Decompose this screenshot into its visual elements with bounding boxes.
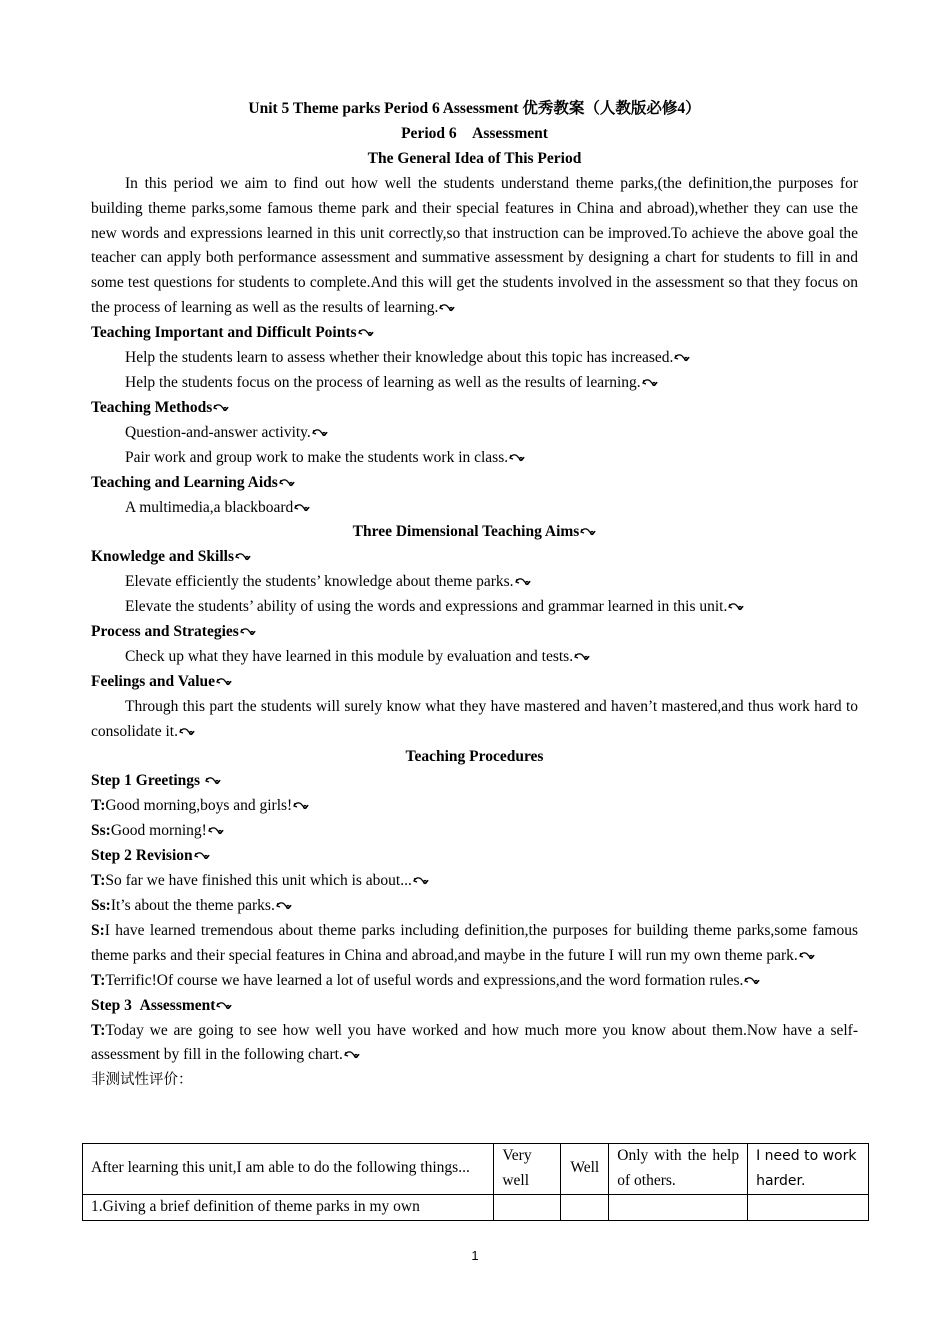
step1-heading-text: Step 1 Greetings xyxy=(91,772,201,790)
points-item xyxy=(91,371,858,396)
paragraph-mark-icon xyxy=(580,527,596,537)
paragraph-mark-icon xyxy=(728,602,744,612)
feelings-paragraph xyxy=(91,695,858,745)
points-heading-text: Teaching Important and Difficult Points xyxy=(91,324,357,342)
page-number: 1 xyxy=(471,1248,479,1263)
table-header-row xyxy=(83,1144,869,1195)
paragraph-mark-icon xyxy=(744,976,760,986)
aids-heading xyxy=(91,471,858,496)
knowledge-heading-text: Knowledge and Skills xyxy=(91,548,234,566)
paragraph-mark-icon xyxy=(312,428,328,438)
paragraph-mark-icon xyxy=(208,826,224,836)
aids-heading-text: Teaching and Learning Aids xyxy=(91,473,278,491)
aids-item-text: A multimedia,a blackboard xyxy=(125,498,294,516)
step1-heading xyxy=(91,769,858,794)
methods-heading xyxy=(91,396,858,421)
dialogue-text: Today we are going to see how well you have worked and how much more you know about them.Now have a self-assessment by fill in the following chart. xyxy=(91,1021,858,1064)
dialogue-text: I have learned tremendous about theme parks including definition,the purposes for building theme parks,some famous theme parks and their special features in China and abroad,and maybe in the future I will run my own theme park. xyxy=(91,921,858,964)
table-cell xyxy=(609,1194,748,1220)
methods-item-text: Question-and-answer activity. xyxy=(125,423,311,441)
paragraph-mark-icon xyxy=(294,503,310,513)
procedures-heading: Teaching Procedures xyxy=(405,747,544,765)
dialogue-line xyxy=(91,969,858,994)
dialogue-text: It’s about the theme parks. xyxy=(110,897,275,914)
paragraph-mark-icon xyxy=(674,353,690,363)
knowledge-item xyxy=(91,595,858,620)
paragraph-mark-icon xyxy=(194,851,210,861)
table-cell xyxy=(561,1194,609,1220)
dialogue-line xyxy=(91,794,858,819)
dialogue-text: Good morning,boys and girls! xyxy=(105,797,293,815)
dialogue-paragraph xyxy=(91,1019,858,1069)
feelings-heading xyxy=(91,670,858,695)
knowledge-item xyxy=(91,570,858,595)
dialogue-line xyxy=(91,869,858,894)
general-idea-text: In this period we aim to find out how well the students understand theme parks,(the definition,the purposes for building theme parks,some famous theme park and their special features in China and abroad),whether they can use the new words and expressions learned in this unit correctly,so that instruction can be improved.To achieve the above goal the teacher can apply both performance assessment and summative assessment by designing a chart for students to fill in and some test questions for students to complete.And this will get the students involved in the assessment so that they focus on the process of learning as well as the results of learning. xyxy=(91,174,858,317)
knowledge-item-text: Elevate the students’ ability of using the words and expressions and grammar learned in this unit. xyxy=(125,598,728,616)
dialogue-paragraph xyxy=(91,919,858,969)
aims-heading xyxy=(91,520,858,545)
self-assessment-table xyxy=(82,1143,869,1221)
aids-item xyxy=(91,496,858,521)
paragraph-mark-icon xyxy=(279,478,295,488)
step2-heading-text: Step 2 Revision xyxy=(91,847,193,865)
methods-item-text: Pair work and group work to make the students work in class. xyxy=(125,448,509,466)
dialogue-text: Good morning! xyxy=(110,822,207,840)
knowledge-item-text: Elevate efficiently the students’ knowledge about theme parks. xyxy=(125,573,514,591)
paragraph-mark-icon xyxy=(439,303,455,313)
speaker-label: T: xyxy=(91,872,106,890)
paragraph-mark-icon xyxy=(216,1001,232,1011)
paragraph-mark-icon xyxy=(358,328,374,338)
dialogue-line xyxy=(91,894,858,919)
paragraph-mark-icon xyxy=(413,876,429,886)
paragraph-mark-icon xyxy=(240,627,256,637)
table-cell: 1.Giving a brief definition of theme parks in my own xyxy=(83,1194,494,1220)
points-item-text: Help the students focus on the process of learning as well as the results of learning. xyxy=(125,373,641,391)
step3-heading xyxy=(91,994,858,1019)
paragraph-mark-icon xyxy=(216,677,232,687)
paragraph-mark-icon xyxy=(799,951,815,961)
paragraph-mark-icon xyxy=(515,577,531,587)
process-heading xyxy=(91,620,858,645)
table-row xyxy=(83,1194,869,1220)
feelings-heading-text: Feelings and Value xyxy=(91,672,216,690)
period-subtitle: Period 6 Assessment xyxy=(401,124,548,142)
step2-heading xyxy=(91,844,858,869)
paragraph-mark-icon xyxy=(509,453,525,463)
points-item-text: Help the students learn to assess whether their knowledge about this topic has increased. xyxy=(125,349,674,367)
table-header-cell: Very well xyxy=(494,1144,561,1195)
points-item xyxy=(91,346,858,371)
speaker-label: S: xyxy=(91,921,105,939)
document-title: Unit 5 Theme parks Period 6 Assessment 优秀教案（人教版必修4） xyxy=(248,100,701,117)
general-idea-heading: The General Idea of This Period xyxy=(367,149,582,167)
paragraph-mark-icon xyxy=(293,801,309,811)
document-body xyxy=(91,97,858,1093)
table-header-cell: Only with the help of others. xyxy=(609,1144,748,1195)
dialogue-text: Terrific!Of course we have learned a lot of useful words and expressions,and the word formation rules. xyxy=(105,971,744,989)
process-item-text: Check up what they have learned in this module by evaluation and tests. xyxy=(125,647,574,665)
methods-heading-text: Teaching Methods xyxy=(91,398,213,416)
paragraph-mark-icon xyxy=(642,378,658,388)
table-header-cell: I need to work harder. xyxy=(748,1144,869,1195)
step3-heading-text: Step 3 Assessment xyxy=(91,996,216,1014)
process-heading-text: Process and Strategies xyxy=(91,623,239,641)
aims-heading-text: Three Dimensional Teaching Aims xyxy=(352,523,580,541)
process-item xyxy=(91,645,858,670)
speaker-label: T: xyxy=(91,971,106,989)
dialogue-text: So far we have finished this unit which is about... xyxy=(105,872,412,890)
general-idea-paragraph xyxy=(91,172,858,321)
chart-label: 非测试性评价： xyxy=(91,1072,193,1089)
table-cell xyxy=(494,1194,561,1220)
paragraph-mark-icon xyxy=(344,1050,360,1060)
points-heading xyxy=(91,321,858,346)
table-cell xyxy=(748,1194,869,1220)
knowledge-heading xyxy=(91,545,858,570)
table-header-cell: After learning this unit,I am able to do the following things... xyxy=(83,1144,494,1195)
paragraph-mark-icon xyxy=(276,901,292,911)
speaker-label: T: xyxy=(91,797,106,815)
paragraph-mark-icon xyxy=(213,403,229,413)
methods-item xyxy=(91,421,858,446)
table-header-cell: Well xyxy=(561,1144,609,1195)
paragraph-mark-icon xyxy=(205,776,221,786)
paragraph-mark-icon xyxy=(179,727,195,737)
methods-item xyxy=(91,446,858,471)
paragraph-mark-icon xyxy=(574,652,590,662)
paragraph-mark-icon xyxy=(235,552,251,562)
speaker-label: Ss: xyxy=(91,822,111,840)
speaker-label: T: xyxy=(91,1021,106,1039)
speaker-label: Ss: xyxy=(91,897,111,914)
feelings-text: Through this part the students will surely know what they have mastered and haven’t mastered,and thus work hard to consolidate it. xyxy=(91,697,858,740)
dialogue-line xyxy=(91,819,858,844)
